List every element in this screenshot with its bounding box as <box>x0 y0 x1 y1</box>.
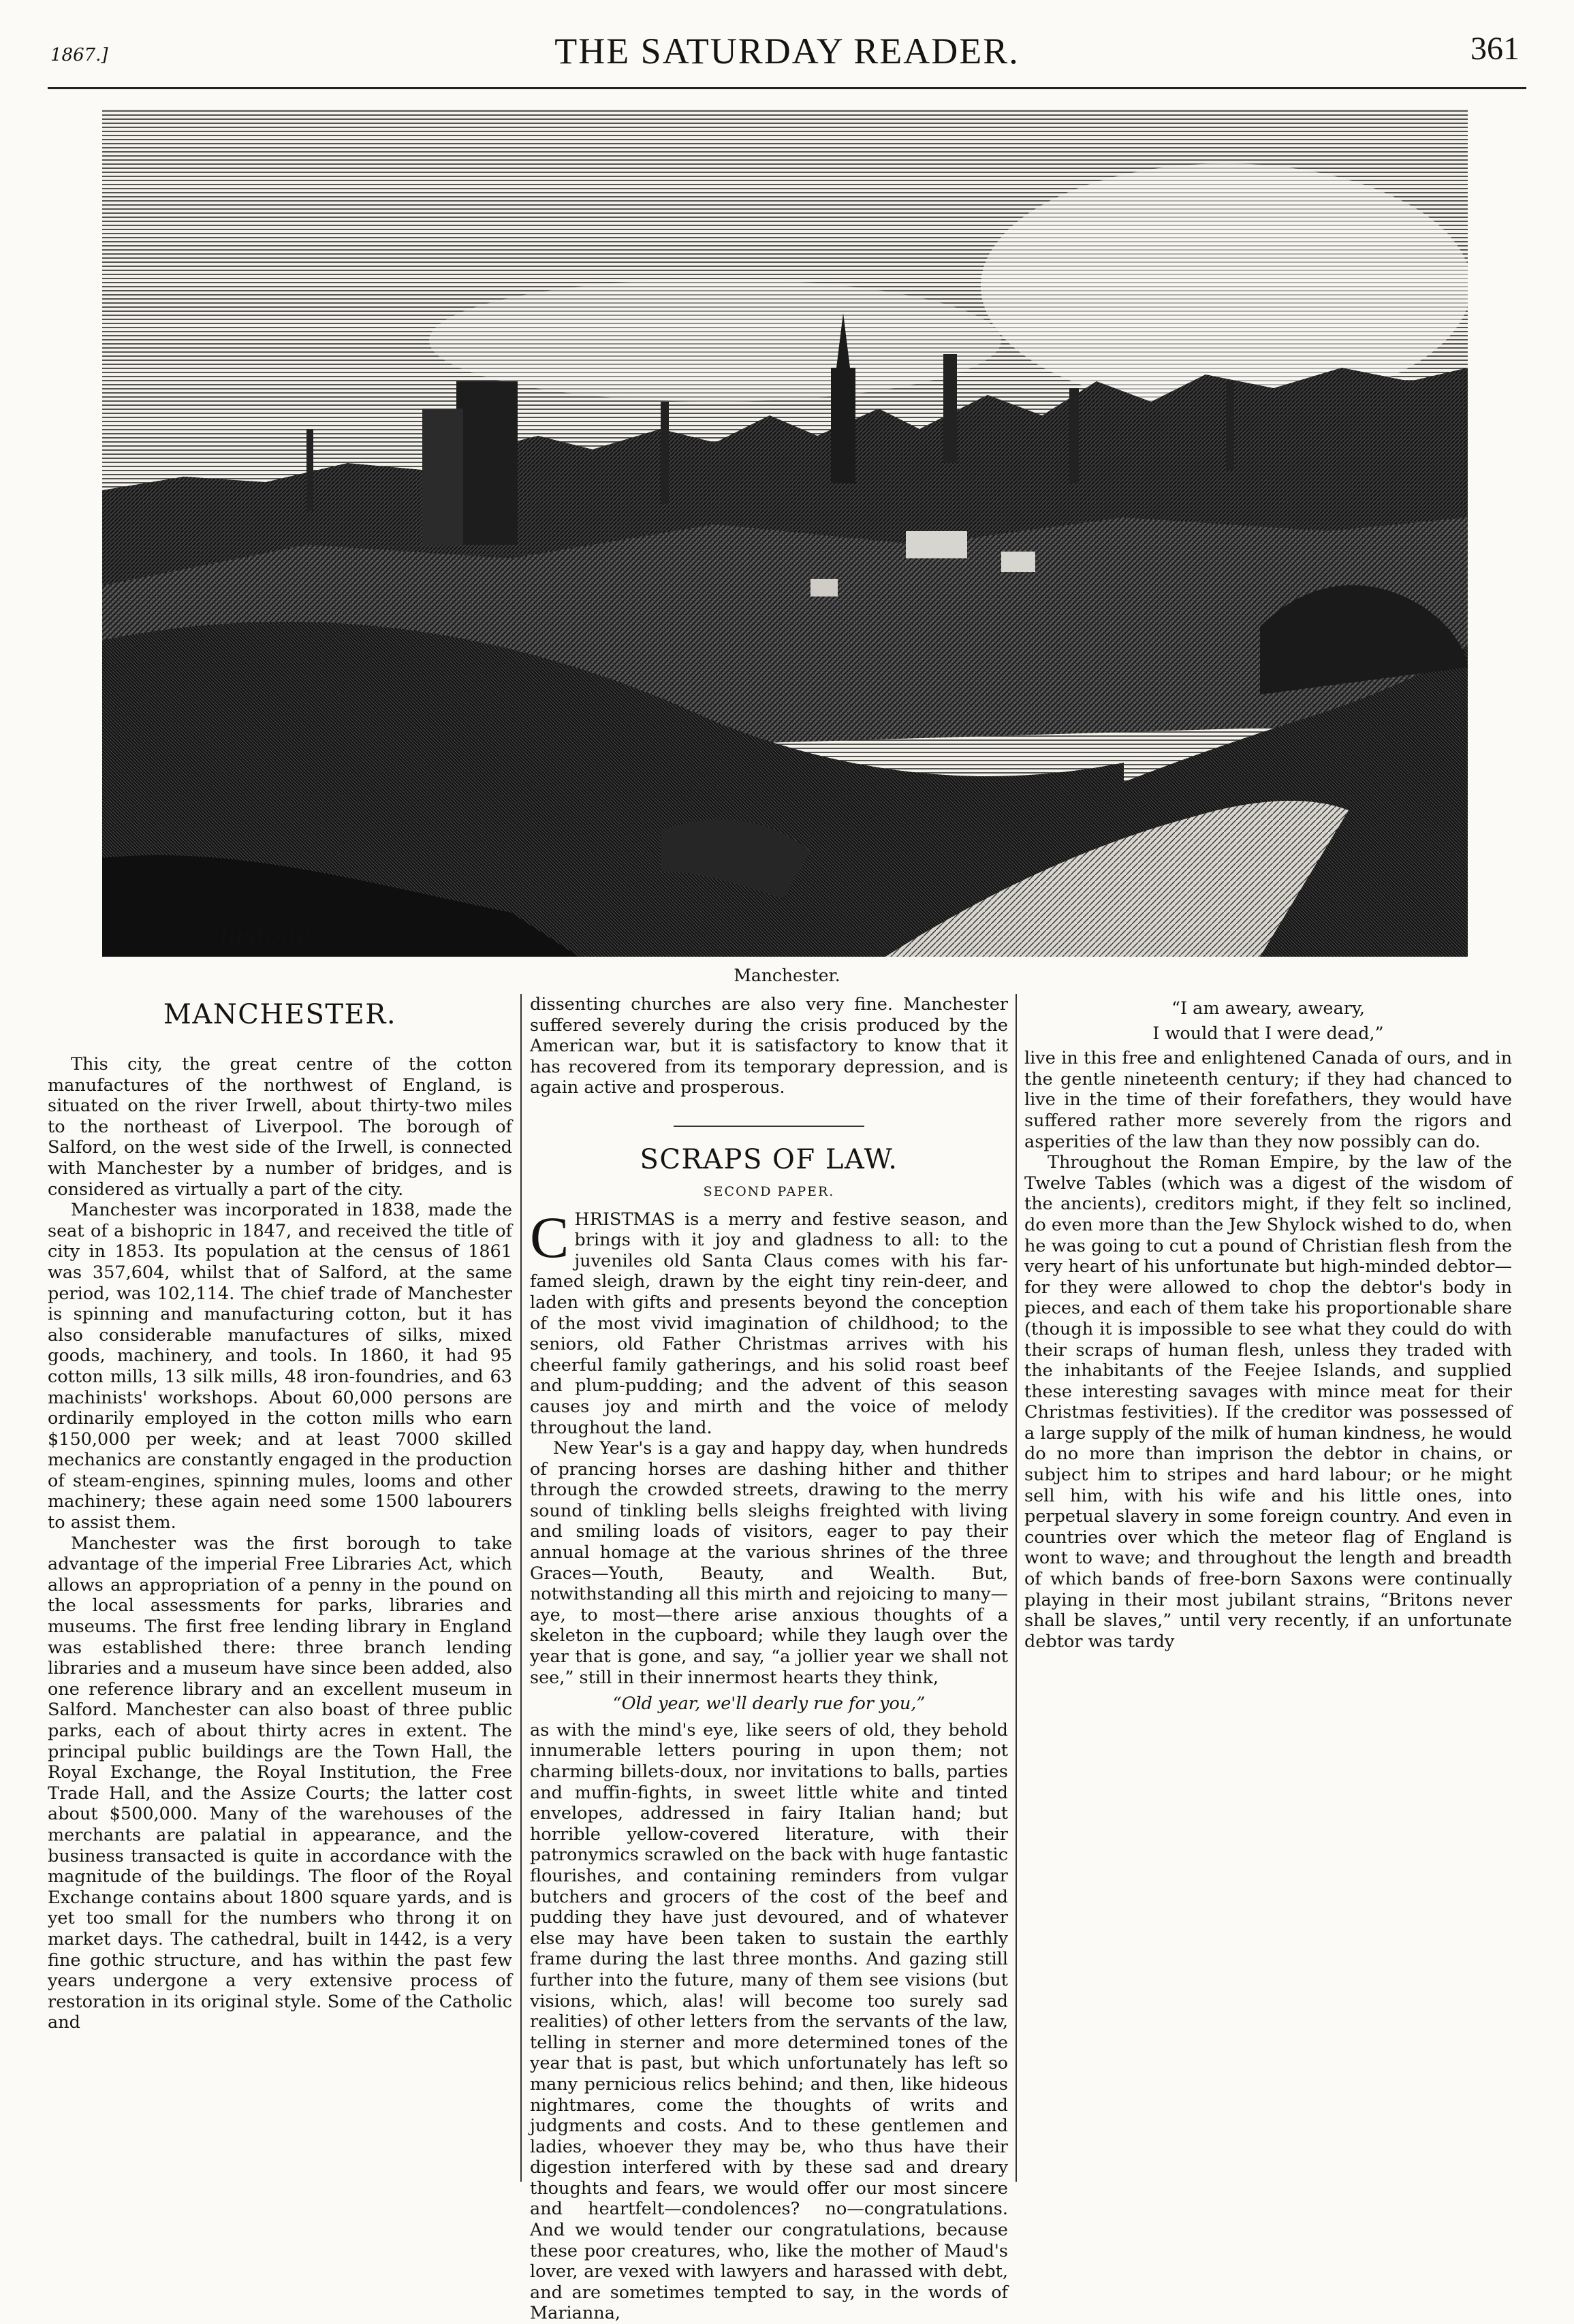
column-rule-2 <box>1016 994 1017 2182</box>
manchester-paragraph-3: Manchester was the first borough to take advantage of the imperial Free Libraries Act, which allows an appropriation of a penny in the pound on the local assessments for parks, libraries and museums. The first free lending library in England was established there: three branch lending libraries and a museum have since been added, also one reference library and an excellent museum in Salford. Manchester can also boast of three public parks, each of about thirty acres in extent. The principal public buildings are the Town Hall, the Royal Exchange, the Royal Institution, the Free Trade Hall, and the Assize Courts; the latter cost about $500,000. Many of the warehouses of the merchants are palatial in appearance, and the business transacted is quite in accordance with the magnitude of the buildings. The floor of the Royal Exchange contains about 1800 square yards, and is yet too small for the numbers who throng it on market days. The cathedral, built in 1442, is a very fine gothic structure, and has within the past few years undergone a very extensive process of restoration in its original style. Some of the Catholic and <box>48 1533 512 2033</box>
scraps-paragraph-4: live in this free and enlightened Canada of ours, and in the gentle nineteenth century; if they had chanced to live in the time of their forefathers, they would have suffered rather more severely from the rigors and asperities of the law than they now possibly can do. <box>1024 1048 1512 1152</box>
illustration-caption: Manchester. <box>734 966 840 985</box>
scraps-article-title: SCRAPS OF LAW. <box>640 1143 898 1175</box>
scraps-paragraph-5: Throughout the Roman Empire, by the law of the Twelve Tables (which was a digest of the wisdom of the ancients), creditors might, if they felt so inclined, do even more than the Jew Shylock wished to do, when he was going to cut a pound of Christian flesh from the very heart of his unfortunate but high-minded debtor—for they were allowed to chop the debtor's body in pieces, and each of them take his proportionable share (though it is impossible to see what they could do with their scraps of human flesh, unless they traded with the inhabitants of the Feejee Islands, and supplied these interesting savages with mince meat for their Christmas festivities). If the creditor was possessed of a large supply of the milk of human kindness, he would do no more than imprison the debtor in chains, or subject him to stripes and hard labour; or he might sell him, with his wife and his little ones, into perpetual slavery in some foreign country. And even in countries over which the meteor flag of England is wont to wave; and throughout the length and breadth of which bands of free-born Saxons were continually playing in their most jubilant strains, “Britons never shall be slaves,” until very recently, if an unfortunate debtor was tardy <box>1024 1152 1512 1652</box>
manchester-article-title: MANCHESTER. <box>163 999 397 1030</box>
publication-title: THE SATURDAY READER. <box>554 31 1020 71</box>
scraps-paragraph-2: New Year's is a gay and happy day, when hundreds of prancing horses are dashing hither and thither through the crowded streets, drawing to the merry sound of tinkling bells sleighs freighted with living and smiling loads of visitors, eager to pay their annual homage at the various shrines of the three Graces—Youth, Beauty, and Wealth. But, notwithstanding all this mirth and rejoicing to many—aye, to most—there arise anxious thoughts of a skeleton in the cupboard; while they laugh over the year that is gone, and say, “a jollier year we shall not see,” still in their innermost hearts they think, <box>530 1438 1008 1688</box>
engraver-signature: Justone <box>218 923 311 951</box>
marianna-verse-line-1: “I am aweary, aweary, <box>1171 998 1366 1019</box>
marianna-verse-line-2: I would that I were dead,” <box>1152 1023 1384 1044</box>
column-3 <box>1024 994 1512 2182</box>
manchester-continuation: dissenting churches are also very fine. Manchester suffered severely during the crisis produced by the American war, but it is satisfactory to know that it has recovered from its temporary depression, and is again active and prosperous. <box>530 994 1008 1098</box>
manchester-paragraph-2: Manchester was incorporated in 1838, made the seat of a bishopric in 1847, and received the title of city in 1853. Its population at the census of 1861 was 357,604, whilst that of Salford, at the same period, was 102,114. The chief trade of Manchester is spinning and manufacturing cotton, but it has also considerable manufactures of silks, mixed goods, machinery, and tools. In 1860, it had 95 cotton mills, 13 silk mills, 48 iron-foundries, and 63 machinists' workshops. About 60,000 persons are ordinarily employed in the cotton mills who earn $150,000 per week; and at least 7000 skilled mechanics are constantly engaged in the production of steam-engines, spinning mules, looms and other machinery; these again need some 1500 labourers to assist them. <box>48 1200 512 1533</box>
header-rule <box>48 87 1526 89</box>
manchester-engraving <box>102 109 1468 957</box>
page-number: 361 <box>1470 31 1520 67</box>
column-2 <box>530 994 1008 2324</box>
scraps-quote-old-year: “Old year, we'll dearly rue for you,” <box>612 1693 926 1715</box>
column-3-flow <box>1024 998 1512 1652</box>
drop-cap: C <box>530 1204 569 1270</box>
city-view-illustration <box>102 109 1468 957</box>
scraps-paragraph-3: as with the mind's eye, like seers of old, they behold innumerable letters pouring in upon them; not charming billets-doux, nor invitations to balls, parties and muffin-fights, in sweet little white and tinted envelopes, addressed in fairy Italian hand; but horrible yellow-covered literature, with their patronymics scrawled on the back with huge fantastic flourishes, and containing reminders from vulgar butchers and grocers of the cost of the beef and pudding they have just devoured, and of whatever else may have been taken to sustain the earthly frame during the last three months. And gazing still further into the future, many of them see visions (but visions, which, alas! will become too surely sad realities) of other letters from the servants of the law, telling in sterner and more determined tones of the year that is past, but which unfortunately has left so many pernicious relics behind; and then, like hideous nightmares, come the thoughts of writs and judgments and costs. And to these gentlemen and ladies, whoever they may be, who thus have their digestion interfered with by these sad and dreary thoughts and fears, we would offer our most sincere and heartfelt—condolences? no—congratulations. And we would tender our congratulations, because these poor creatures, who, like the mother of Maud's lover, are vexed with lawyers and harassed with debt, and are sometimes tempted to say, in the words of Marianna, <box>530 1719 1008 2324</box>
scraps-paragraph-1-text: HRISTMAS is a merry and festive season, and brings with it joy and gladness to all: to the juveniles old Santa Claus comes with his far-famed sleigh, drawn by the eight tiny rein-deer, and laden with gifts and presents beyond the conception of the most vivid imagination of childhood; to the seniors, old Father Christmas arrives with his cheerful family gatherings, and his solid roast beef and plum-pudding; and the advent of this season causes joy and mirth and the voice of melody throughout the land. <box>530 1209 1008 1438</box>
header-date-mark: 1867.] <box>50 45 108 65</box>
scraps-paragraph-1 <box>530 1204 1008 1439</box>
page-header <box>48 27 1526 82</box>
article-divider <box>674 1126 864 1127</box>
column-1 <box>48 994 512 2182</box>
column-rule-1 <box>520 994 522 2182</box>
scraps-subtitle: SECOND PAPER. <box>703 1183 835 1199</box>
manchester-paragraph-1: This city, the great centre of the cotton manufactures of the northwest of England, is situated on the river Irwell, about thirty-two miles to the northeast of Liverpool. The borough of Salford, on the west side of the Irwell, is connected with Manchester by a number of bridges, and is considered as virtually a part of the city. <box>48 1054 512 1200</box>
